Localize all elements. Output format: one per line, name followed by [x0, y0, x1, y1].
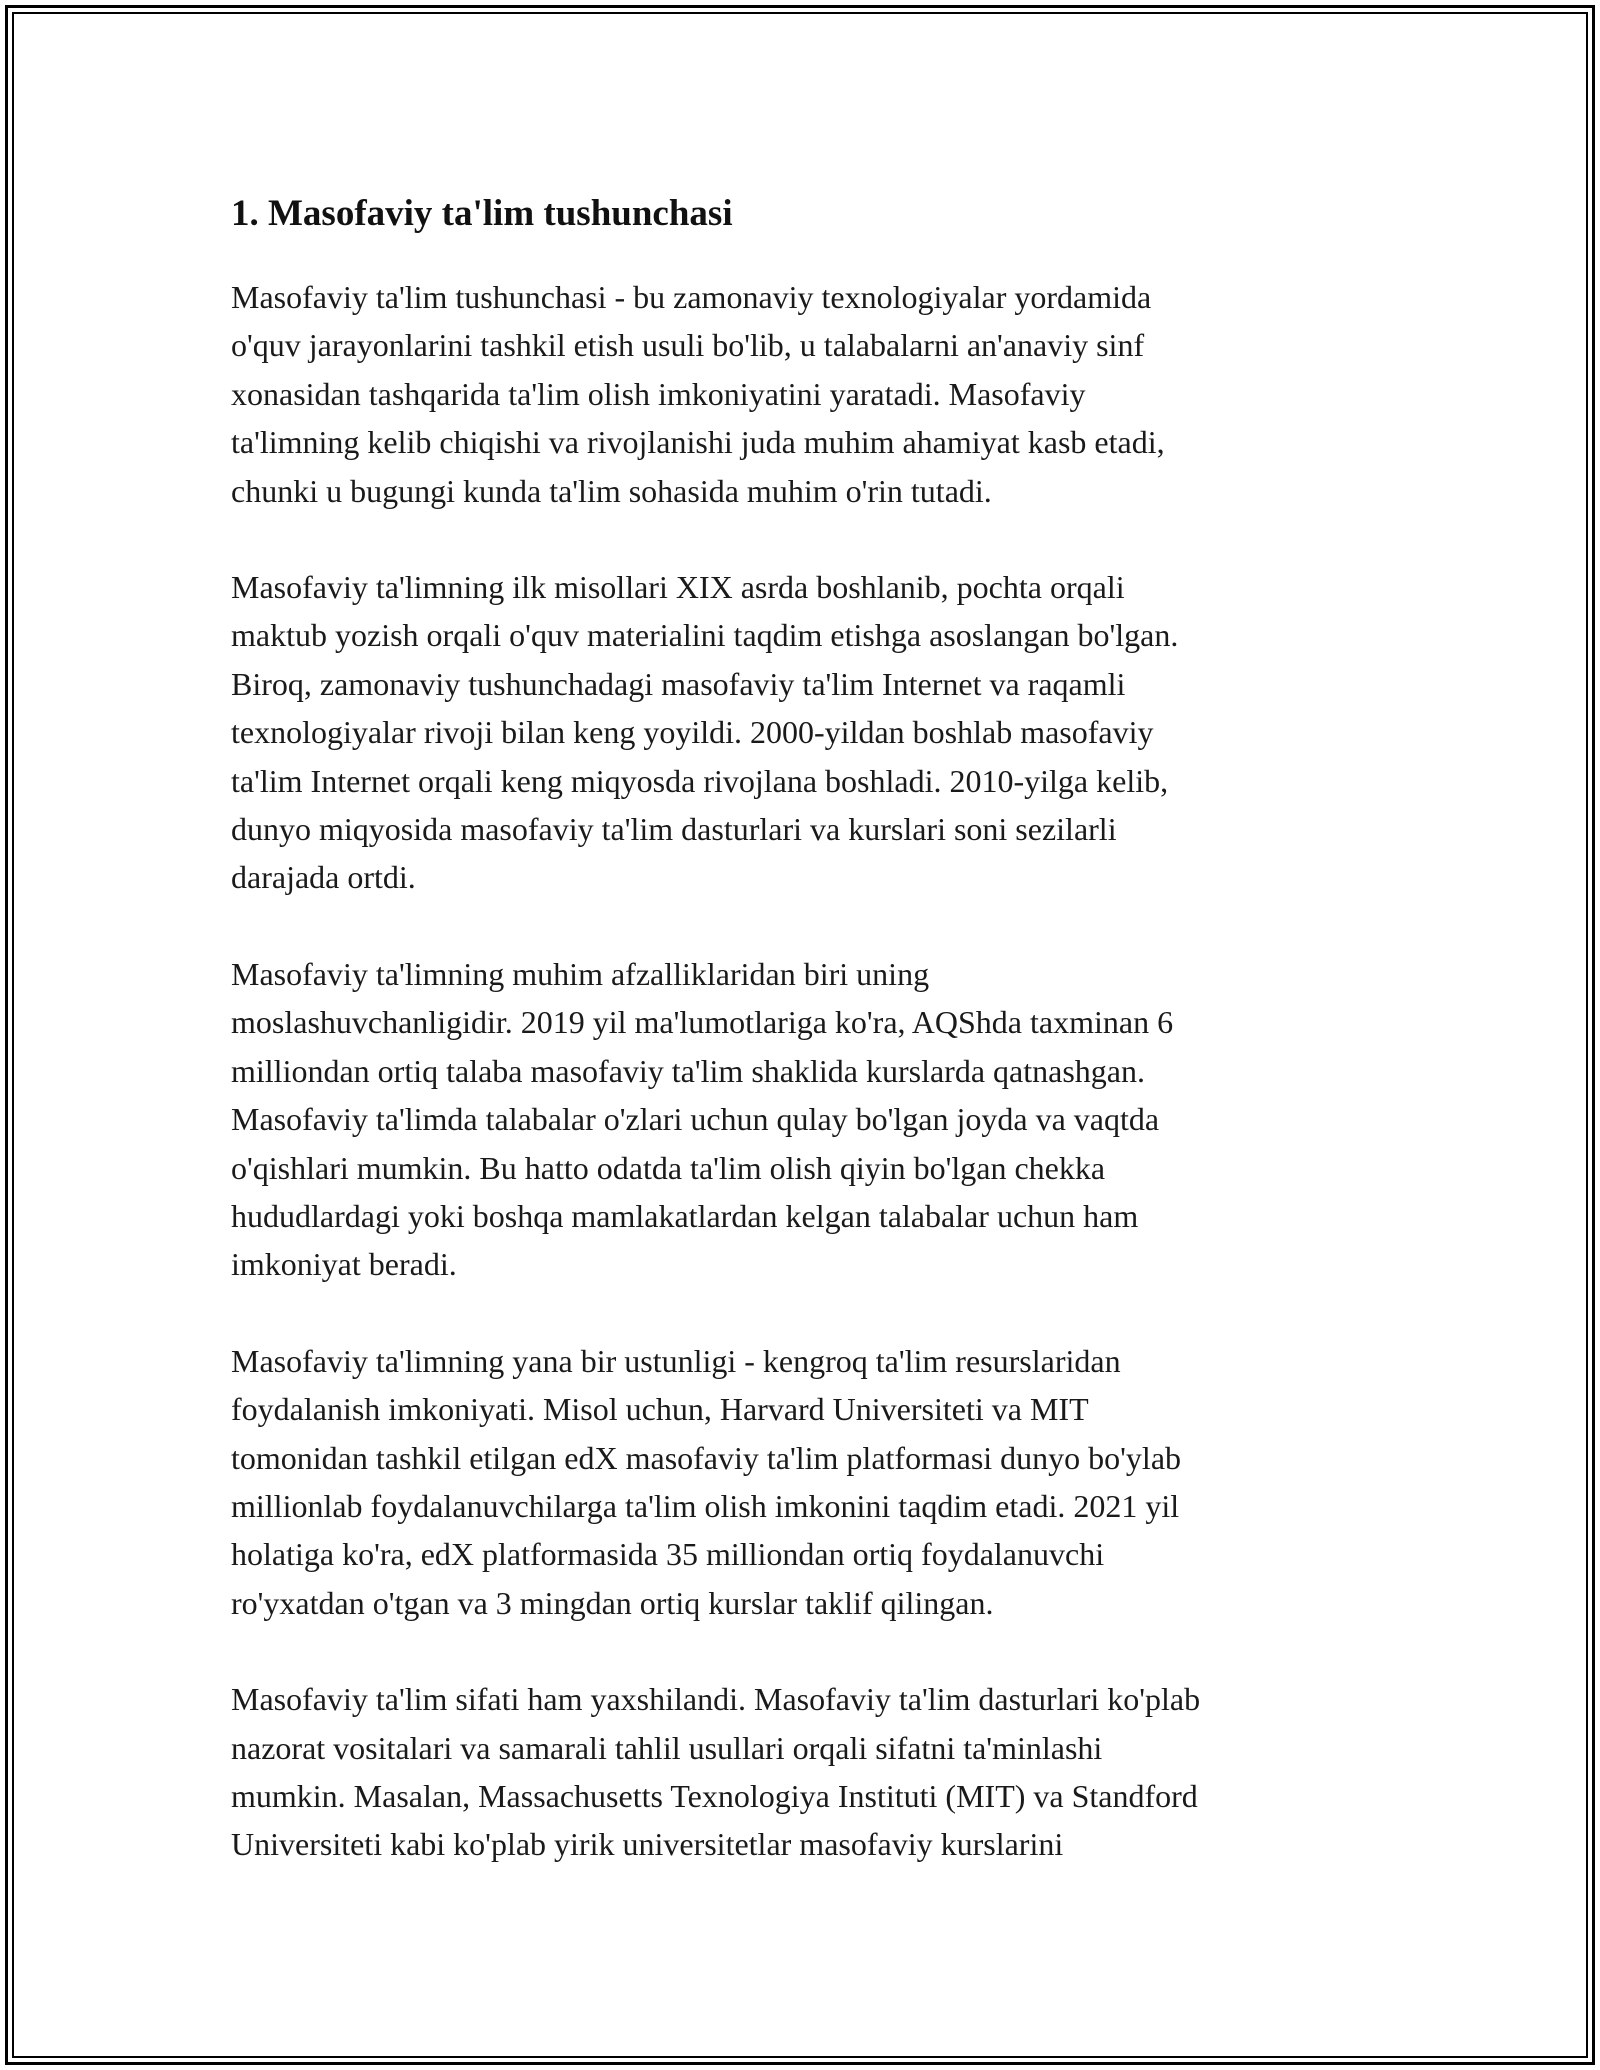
paragraph-3: Masofaviy ta'limning muhim afzalliklaridan biri uning moslashuvchanligidir. 2019 yil ma'lumotlariga ko'ra, AQShda taxminan 6 milliondan ortiq talaba masofaviy ta'lim shaklida kurslarda qatnashgan. Masofaviy ta'limda talabalar o'zlari uchun qulay bo'lgan joyda va vaqtda o'qishlari mumkin. Bu hatto odatda ta'lim olish qiyin bo'lgan chekka hududlardagi yoki boshqa mamlakatlardan kelgan talabalar uchun ham imkoniyat beradi.	[231, 955, 1174, 1283]
document-body	[231, 185, 1381, 1869]
paragraph-2: Masofaviy ta'limning ilk misollari XIX asrda boshlanib, pochta orqali maktub yozish orqali o'quv materialini taqdim etishga asoslangan bo'lgan. Biroq, zamonaviy tushunchadagi masofaviy ta'lim Internet va raqamli texnologiyalar rivoji bilan keng yoyildi. 2000-yildan boshlab masofaviy ta'lim Internet orqali keng miqyosda rivojlana boshladi. 2010-yilga kelib, dunyo miqyosida masofaviy ta'lim dasturlari va kurslari soni sezilarli darajada ortdi.	[231, 569, 1179, 896]
paragraph-1: Masofaviy ta'lim tushunchasi - bu zamonaviy texnologiyalar yordamida o'quv jarayonlarini tashkil etish usuli bo'lib, u talabalarni an'anaviy sinf xonasidan tashqarida ta'lim olish imkoniyatini yaratadi. Masofaviy ta'limning kelib chiqishi va rivojlanishi juda muhim ahamiyat kasb etadi, chunki u bugungi kunda ta'lim sohasida muhim o'rin tutadi.	[231, 279, 1165, 509]
paragraph-4: Masofaviy ta'limning yana bir ustunligi - kengroq ta'lim resurslaridan foydalanish imkoniyati. Misol uchun, Harvard Universiteti va MIT tomonidan tashkil etilgan edX masofaviy ta'lim platformasi dunyo bo'ylab millionlab foydalanuvchilarga ta'lim olish imkonini taqdim etadi. 2021 yil holatiga ko'ra, edX platformasida 35 milliondan ortiq foydalanuvchi ro'yxatdan o'tgan va 3 mingdan ortiq kurslar taklif qilingan.	[231, 1342, 1182, 1621]
paragraph-5: Masofaviy ta'lim sifati ham yaxshilandi. Masofaviy ta'lim dasturlari ko'plab nazorat vositalari va samarali tahlil usullari orqali sifatni ta'minlashi mumkin. Masalan, Massachusetts Texnologiya Instituti (MIT) va Standford Universiteti kabi ko'plab yirik universitetlar masofaviy kurslarini	[231, 1681, 1201, 1863]
section-title: 1. Masofaviy ta'lim tushunchasi	[231, 193, 733, 234]
